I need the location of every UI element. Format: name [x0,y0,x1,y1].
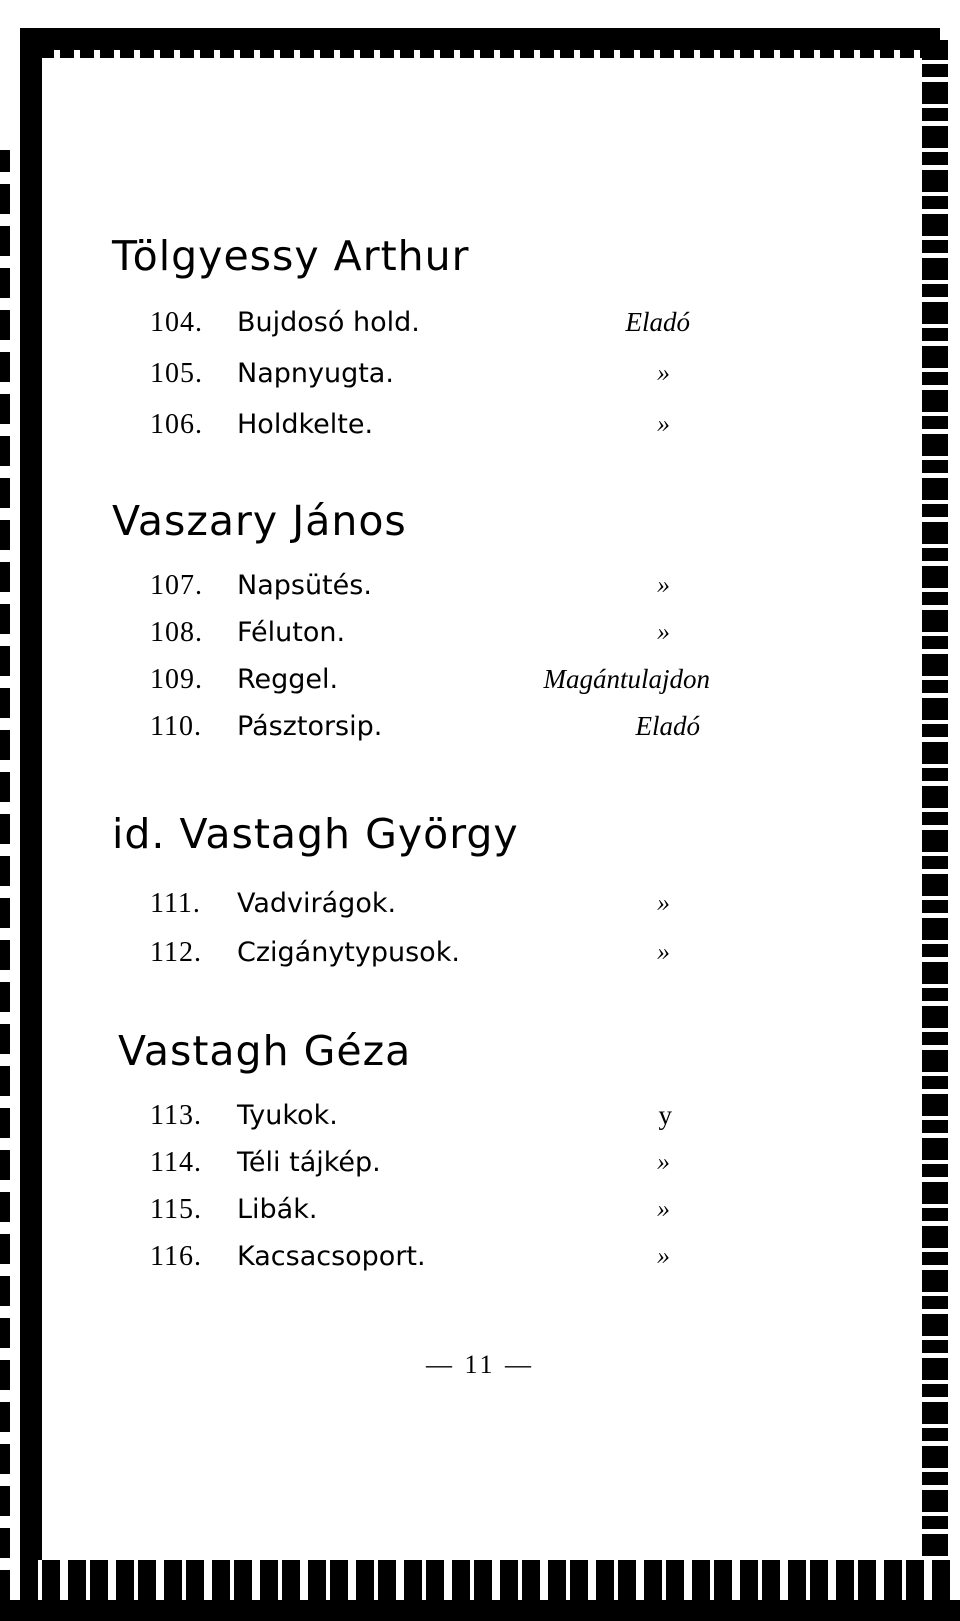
catalog-entry [150,937,710,981]
entry-title: Bujdosó hold. [237,307,420,338]
catalog-entry [150,1100,710,1144]
page-border-bottom [20,1560,950,1600]
catalog-entry [150,1194,710,1238]
entry-number: 112. [150,937,202,968]
catalog-entry [150,307,710,351]
entry-number: 114. [150,1147,202,1178]
artist-heading: id. Vastagh György [112,810,519,858]
entry-title: Tyukok. [237,1100,338,1131]
entry-status: Eladó [625,307,690,337]
page-border-top-inner [20,50,940,58]
entry-status: Magántulajdon [543,664,710,694]
entry-title: Pásztorsip. [237,711,383,742]
entry-number: 104. [150,307,203,338]
entry-number: 116. [150,1241,202,1272]
entry-status: » [657,617,670,646]
entry-number: 111. [150,888,201,919]
artist-heading: Vastagh Géza [118,1027,412,1075]
catalog-entry [150,1241,710,1285]
entry-status: » [657,358,670,387]
entry-number: 109. [150,664,203,695]
page-number: — 11 — [425,1350,535,1379]
catalog-entry [150,617,710,661]
entry-number: 108. [150,617,203,648]
entry-number: 110. [150,711,202,742]
entry-status: » [657,409,670,438]
entry-title: Vadvirágok. [237,888,397,919]
entry-title: Téli tájkép. [237,1147,381,1178]
entry-status: » [657,937,670,966]
catalog-entry [150,409,710,453]
entry-status: » [657,1147,670,1176]
catalog-entry [150,664,710,708]
entry-number: 115. [150,1194,202,1225]
entry-title: Féluton. [237,617,346,648]
page-border-left-edge [0,150,10,1600]
entry-title: Holdkelte. [237,409,374,440]
entry-title: Reggel. [237,664,339,695]
entry-status: » [657,570,670,599]
entry-status: » [657,1241,670,1270]
entry-number: 105. [150,358,203,389]
page-border-top [20,28,940,50]
catalog-entry [150,570,710,614]
entry-number: 113. [150,1100,202,1131]
entry-status: y [658,1100,672,1130]
entry-title: Libák. [237,1194,318,1225]
entry-title: Kacsacsoport. [237,1241,426,1272]
entry-status: Eladó [635,711,700,741]
entry-status: » [657,888,670,917]
catalog-entry [150,358,710,402]
entry-title: Napsütés. [237,570,372,601]
entry-status: » [657,1194,670,1223]
catalog-entry [150,888,710,932]
entry-number: 106. [150,409,203,440]
catalog-entry [150,1147,710,1191]
artist-heading: Tölgyessy Arthur [112,232,470,280]
entry-number: 107. [150,570,203,601]
artist-heading: Vaszary János [112,497,407,545]
entry-title: Napnyugta. [237,358,394,389]
entry-title: Czigánytypusok. [237,937,460,968]
page-border-bottom-edge [0,1600,960,1621]
catalog-entry [150,711,710,755]
